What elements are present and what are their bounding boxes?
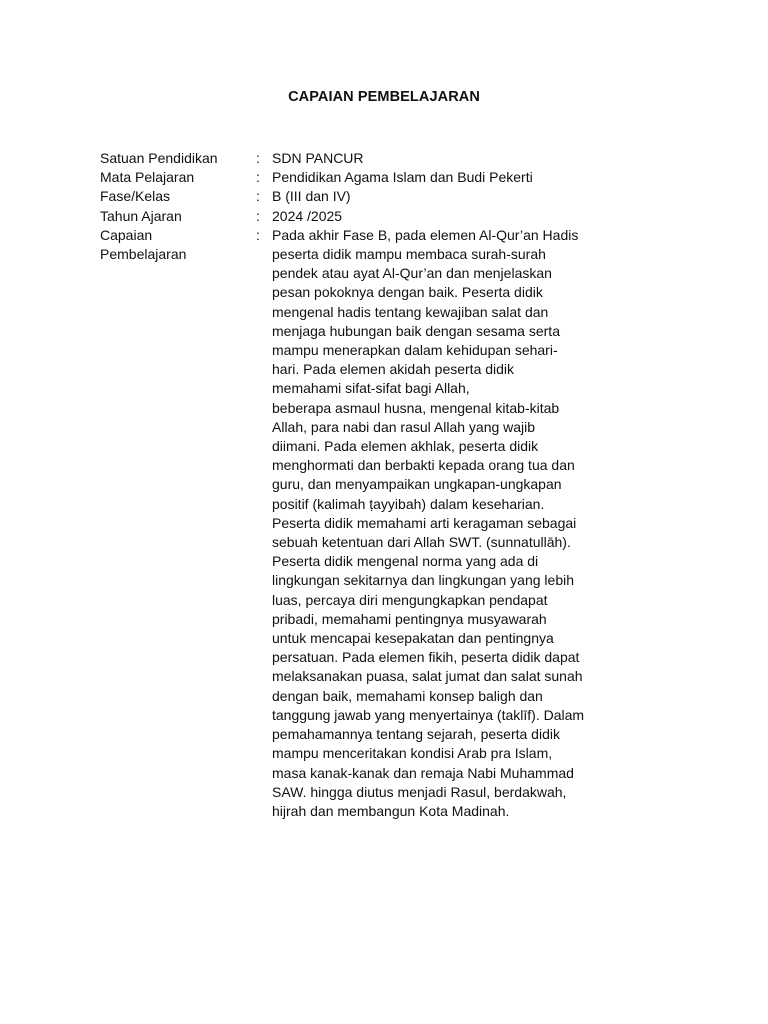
capaian-line: positif (kalimah ṭayyibah) dalam keseharian. xyxy=(272,495,545,512)
capaian-line: hijrah dan membangun Kota Madinah. xyxy=(272,802,510,819)
capaian-line: pribadi, memahami pentingnya musyawarah xyxy=(272,610,547,627)
document-title: CAPAIAN PEMBELAJARAN xyxy=(288,89,480,105)
info-table xyxy=(100,149,630,821)
capaian-line: Peserta didik memahami arti keragaman sebagai xyxy=(272,514,577,531)
field-label xyxy=(100,226,256,264)
capaian-line: lingkungan sekitarnya dan lingkungan yang lebih xyxy=(272,572,574,589)
field-row-fase-kelas xyxy=(100,187,630,206)
capaian-line: sebuah ketentuan dari Allah SWT. (sunnatullāh). xyxy=(272,534,571,551)
field-value: 2024 /2025 xyxy=(272,207,343,224)
capaian-line: mampu menceritakan kondisi Arab pra Islam, xyxy=(272,745,553,762)
capaian-line: diimani. Pada elemen akhlak, peserta didik xyxy=(272,438,539,455)
field-row-capaian-pembelajaran xyxy=(100,226,630,821)
capaian-line: peserta didik mampu membaca surah-surah xyxy=(272,246,546,263)
capaian-line: SAW. hingga diutus menjadi Rasul, berdakwah, xyxy=(272,783,567,800)
capaian-label-line: Pembelajaran xyxy=(100,246,187,263)
capaian-line: guru, dan menyampaikan ungkapan-ungkapan xyxy=(272,476,562,493)
capaian-line: hari. Pada elemen akidah peserta didik xyxy=(272,361,515,378)
capaian-line: masa kanak-kanak dan remaja Nabi Muhammad xyxy=(272,764,574,781)
field-label: Satuan Pendidikan xyxy=(100,150,218,166)
capaian-line: luas, percaya diri mengungkapkan pendapat xyxy=(272,591,548,608)
field-colon: : xyxy=(256,207,260,224)
capaian-line: beberapa asmaul husna, mengenal kitab-kitab xyxy=(272,399,560,416)
field-colon: : xyxy=(256,150,260,166)
capaian-line: Allah, para nabi dan rasul Allah yang wajib xyxy=(272,418,536,435)
capaian-text xyxy=(272,226,617,821)
field-value: Pendidikan Agama Islam dan Budi Pekerti xyxy=(272,169,533,186)
capaian-line: dengan baik, memahami konsep baligh dan xyxy=(272,687,543,704)
field-row-tahun-ajaran xyxy=(100,207,630,226)
field-colon: : xyxy=(256,226,260,243)
field-colon: : xyxy=(256,169,260,186)
capaian-line: persatuan. Pada elemen fikih, peserta didik dapat xyxy=(272,649,580,666)
field-value: B (III dan IV) xyxy=(272,188,351,205)
field-colon: : xyxy=(256,188,260,205)
field-value: SDN PANCUR xyxy=(272,150,364,166)
capaian-line: menjaga hubungan baik dengan sesama serta xyxy=(272,322,560,339)
capaian-line: memahami sifat-sifat bagi Allah, xyxy=(272,380,470,397)
capaian-line: pemahamannya tentang sejarah, peserta didik xyxy=(272,726,560,743)
capaian-line: melaksanakan puasa, salat jumat dan salat sunah xyxy=(272,668,583,685)
capaian-line: tanggung jawab yang menyertainya (taklīf). Dalam xyxy=(272,706,585,723)
field-label: Fase/Kelas xyxy=(100,188,171,205)
field-row-mata-pelajaran xyxy=(100,168,630,187)
field-label: Mata Pelajaran xyxy=(100,169,195,186)
capaian-line: mengenal hadis tentang kewajiban salat dan xyxy=(272,303,549,320)
capaian-line: pendek atau ayat Al-Qur’an dan menjelaskan xyxy=(272,265,552,282)
capaian-line: menghormati dan berbakti kepada orang tua dan xyxy=(272,457,575,474)
capaian-label-line: Capaian xyxy=(100,226,153,243)
capaian-line: pesan pokoknya dengan baik. Peserta didik xyxy=(272,284,543,301)
capaian-line: Peserta didik mengenal norma yang ada di xyxy=(272,553,539,570)
capaian-line: mampu menerapkan dalam kehidupan sehari- xyxy=(272,342,558,359)
field-label: Tahun Ajaran xyxy=(100,207,182,224)
capaian-line: Pada akhir Fase B, pada elemen Al-Qur’an Hadis xyxy=(272,226,579,243)
capaian-line: untuk mencapai kesepakatan dan pentingnya xyxy=(272,630,554,647)
field-row-satuan-pendidikan xyxy=(100,149,630,168)
